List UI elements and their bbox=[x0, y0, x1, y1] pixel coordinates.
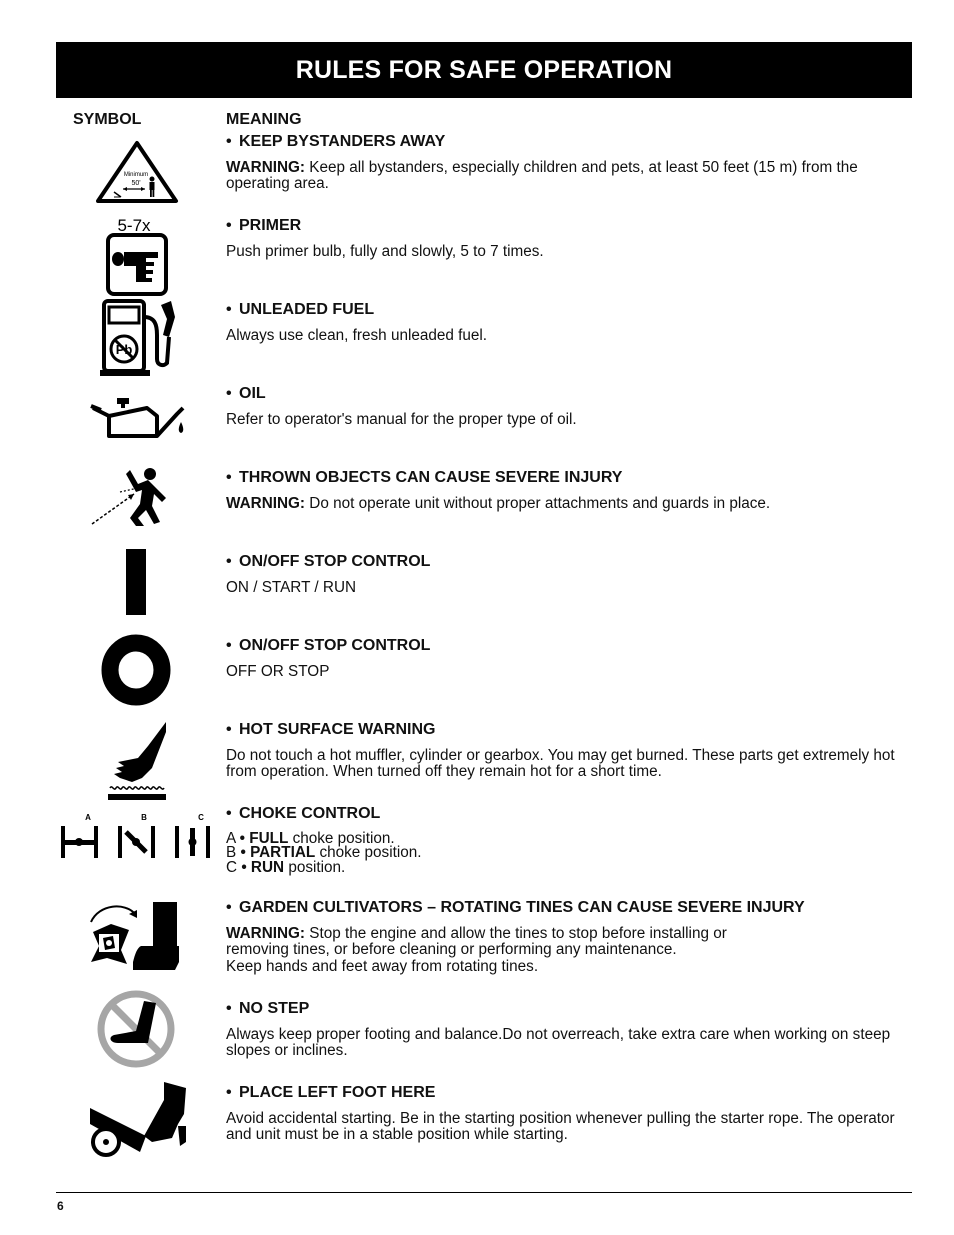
row-text: Avoid accidental starting. Be in the starting position whenever pulling the starter rope. The operator and unit must be in a stable position while starting. bbox=[226, 1109, 895, 1143]
rotating-tines-icon bbox=[85, 900, 183, 976]
row-primer: • PRIMER Push primer bulb, fully and slowly, 5 to 7 times. bbox=[226, 218, 906, 260]
row-text: Push primer bulb, fully and slowly, 5 to 7 times. bbox=[226, 242, 544, 260]
row-heading: THROWN OBJECTS CAN CAUSE SEVERE INJURY bbox=[239, 469, 623, 486]
row-text: Keep all bystanders, especially children and pets, at least 50 feet (15 m) from the operating area. bbox=[226, 158, 858, 192]
hot-surface-icon bbox=[108, 722, 166, 802]
no-step-icon bbox=[96, 989, 176, 1069]
row-heading: NO STEP bbox=[239, 1000, 310, 1017]
row-hot-surface: • HOT SURFACE WARNING Do not touch a hot muffler, cylinder or gearbox. You may get burned. These parts get extremely hot from operation. When turned off they remain hot for a short time. bbox=[226, 722, 906, 781]
on-symbol-icon bbox=[126, 549, 146, 615]
row-text: Refer to operator's manual for the proper type of oil. bbox=[226, 410, 577, 428]
row-heading: ON/OFF STOP CONTROL bbox=[239, 553, 431, 570]
row-thrown-objects: • THROWN OBJECTS CAN CAUSE SEVERE INJURY WARNING: Do not operate unit without proper attachments and guards in place. bbox=[226, 469, 771, 512]
warning-label: WARNING: bbox=[226, 158, 306, 176]
icon-text-a: A bbox=[85, 813, 91, 822]
row-text: Always use clean, fresh unleaded fuel. bbox=[226, 326, 488, 344]
row-unleaded-fuel: • UNLEADED FUEL Always use clean, fresh unleaded fuel. bbox=[226, 302, 906, 344]
oil-can-icon bbox=[87, 396, 187, 440]
icon-text-pb: Pb bbox=[115, 342, 133, 357]
row-text: OFF OR STOP bbox=[226, 662, 330, 680]
icon-text-b: B bbox=[141, 813, 147, 822]
choke-partial-label: PARTIAL bbox=[250, 844, 316, 861]
choke-run-label: RUN bbox=[250, 858, 285, 876]
row-choke-control: • CHOKE CONTROL A • FULL choke position. B • PARTIAL choke position. C • RUN position. bbox=[226, 806, 906, 875]
row-heading: GARDEN CULTIVATORS – ROTATING TINES CAN CAUSE SEVERE INJURY bbox=[239, 899, 805, 916]
choke-line-c: C • RUN position. bbox=[226, 858, 346, 876]
symbol-column-header: SYMBOL bbox=[73, 111, 142, 128]
row-no-step: • NO STEP Always keep proper footing and balance.Do not overreach, take extra care when working on steep slopes or inclines. bbox=[226, 1001, 906, 1060]
row-heading: PRIMER bbox=[239, 217, 302, 234]
thrown-objects-icon bbox=[90, 462, 174, 528]
row-heading: HOT SURFACE WARNING bbox=[239, 721, 436, 738]
row-oil: • OIL Refer to operator's manual for the proper type of oil. bbox=[226, 386, 906, 428]
row-rotating-tines: • GARDEN CULTIVATORS – ROTATING TINES CAN CAUSE SEVERE INJURY WARNING: Stop the engine and allow the tines to stop before installing or removing tines, or before cleaning or performing any maintenance. Keep hands and feet away from rotating tines. bbox=[226, 900, 906, 975]
warning-label: WARNING: bbox=[226, 494, 306, 512]
page-banner bbox=[56, 42, 912, 98]
unleaded-fuel-pump-icon bbox=[99, 297, 179, 379]
row-text-2: Keep hands and feet away from rotating tines. bbox=[226, 957, 539, 975]
row-off-control: • ON/OFF STOP CONTROL OFF OR STOP bbox=[226, 638, 906, 680]
warning-label: WARNING: bbox=[226, 924, 306, 942]
icon-text-times: 5-7x bbox=[117, 216, 151, 235]
row-on-control: • ON/OFF STOP CONTROL ON / START / RUN bbox=[226, 554, 906, 596]
place-foot-icon bbox=[88, 1080, 188, 1160]
keep-bystanders-away-icon bbox=[95, 140, 179, 204]
row-heading: UNLEADED FUEL bbox=[239, 301, 375, 318]
row-heading: OIL bbox=[239, 385, 266, 402]
icon-text-minimum: Minimum bbox=[123, 172, 149, 178]
row-heading: ON/OFF STOP CONTROL bbox=[239, 637, 431, 654]
row-text: Stop the engine and allow the tines to stop before installing or removing tines, or before cleaning or performing any maintenance. bbox=[226, 924, 727, 958]
row-text: Do not touch a hot muffler, cylinder or gearbox. You may get burned. These parts get extremely hot from operation. When turned off they remain hot for a short time. bbox=[226, 746, 895, 780]
row-text: ON / START / RUN bbox=[226, 578, 357, 596]
off-symbol-icon bbox=[101, 634, 171, 706]
choke-line-a: A • FULL choke position. bbox=[226, 829, 395, 847]
icon-text-c: C bbox=[198, 813, 204, 822]
icon-text-distance: 50' bbox=[131, 180, 141, 187]
meaning-column-header: MEANING bbox=[226, 111, 302, 128]
footer-divider bbox=[56, 1192, 912, 1193]
row-place-left-foot: • PLACE LEFT FOOT HERE Avoid accidental starting. Be in the starting position whenever pulling the starter rope. The operator and unit must be in a stable position while starting. bbox=[226, 1085, 906, 1144]
primer-bulb-icon bbox=[106, 214, 168, 296]
row-text: Do not operate unit without proper attachments and guards in place. bbox=[309, 494, 771, 512]
choke-line-b: B • PARTIAL choke position. bbox=[226, 844, 422, 861]
choke-full-label: FULL bbox=[249, 829, 289, 847]
page-number: 6 bbox=[57, 1199, 64, 1213]
row-heading: CHOKE CONTROL bbox=[239, 805, 381, 822]
row-keep-bystanders-away: • KEEP BYSTANDERS AWAY WARNING: Keep all bystanders, especially children and pets, at least 50 feet (15 m) from the operating area. bbox=[226, 133, 858, 192]
row-text: Always keep proper footing and balance.Do not overreach, take extra care when working on steep slopes or inclines. bbox=[226, 1025, 891, 1059]
row-heading: PLACE LEFT FOOT HERE bbox=[239, 1084, 436, 1101]
row-heading: KEEP BYSTANDERS AWAY bbox=[239, 133, 446, 150]
page-title: RULES FOR SAFE OPERATION bbox=[295, 55, 673, 84]
choke-control-icon bbox=[58, 810, 214, 860]
